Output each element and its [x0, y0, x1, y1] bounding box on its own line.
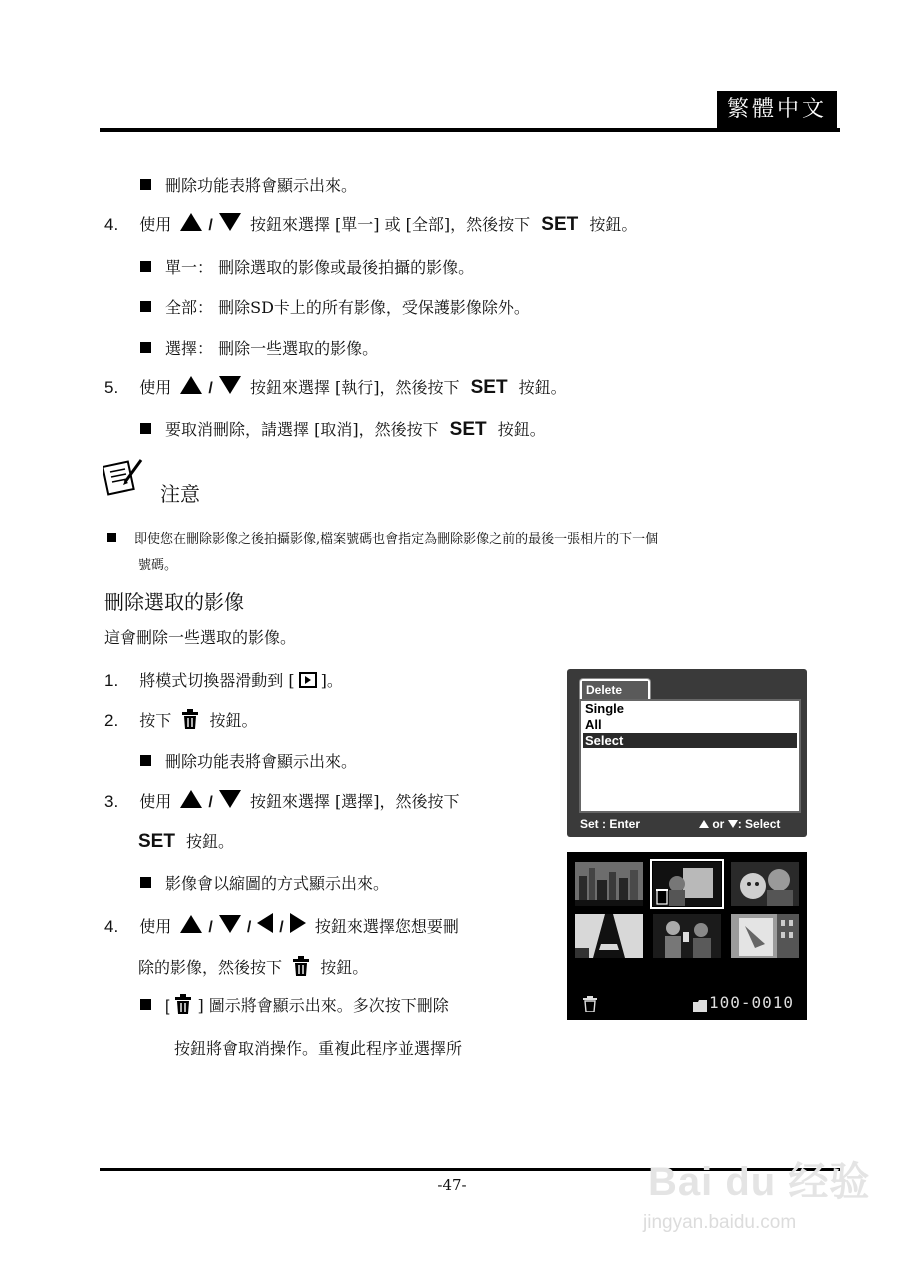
trash-icon	[583, 996, 597, 1012]
slash: /	[208, 217, 213, 234]
step-text: 使用	[139, 917, 172, 936]
up-arrow-icon	[699, 820, 709, 828]
section-intro: 這會刪除一些選取的影像。	[104, 628, 297, 647]
step-text: 除的影像，然後按下	[138, 958, 283, 977]
bullet-square	[107, 533, 116, 542]
note-bullet	[107, 529, 658, 551]
step-number: 1.	[104, 671, 119, 690]
step-number: 5.	[104, 378, 119, 397]
left-arrow-icon	[257, 913, 273, 933]
page-number: -47-	[437, 1176, 467, 1194]
up-arrow-icon	[180, 376, 202, 394]
bullet-square	[140, 179, 151, 190]
slash: /	[208, 380, 213, 397]
menu-footer-select	[699, 817, 780, 831]
section-step-2-bullet	[140, 750, 357, 774]
step-4	[104, 213, 637, 238]
section-step-4-bullet	[140, 994, 449, 1019]
slash: /	[208, 794, 213, 811]
option-label: 單一：	[165, 258, 214, 277]
section-step-4-cont	[138, 956, 368, 980]
menu-tab	[579, 678, 651, 699]
note-pad-icon	[103, 456, 145, 496]
step-text: 使用	[139, 792, 172, 811]
step-number: 3.	[104, 792, 119, 811]
down-arrow-icon	[219, 376, 241, 394]
thumbnail-party	[653, 914, 721, 958]
bullet-text: 按鈕。	[497, 420, 546, 439]
step-text: 使用	[139, 378, 172, 397]
step-text: 按鈕來選擇 [單一] 或 [全部]，然後按下	[249, 215, 531, 234]
note-text-cont: 號碼。	[138, 558, 178, 573]
slash: /	[279, 919, 284, 936]
up-arrow-icon	[180, 213, 202, 231]
bullet-square	[140, 342, 151, 353]
playback-mode-icon	[299, 672, 317, 688]
lcd-delete-menu	[567, 669, 807, 837]
note-text: 即使您在刪除影像之後拍攝影像,檔案號碼也會指定為刪除影像之前的最後一張相片的下一個	[134, 532, 659, 547]
step-text: 按鈕。	[186, 832, 235, 851]
menu-footer-enter: Set : Enter	[580, 817, 641, 831]
set-label: SET	[138, 831, 175, 852]
bullet-text: 要取消刪除，請選擇 [取消]，然後按下	[165, 420, 439, 439]
up-arrow-icon	[180, 790, 202, 808]
list-item-select	[140, 337, 378, 361]
section-step-2	[104, 709, 258, 733]
folder-icon	[693, 997, 707, 1009]
trash-icon	[182, 709, 198, 729]
bullet-square	[140, 877, 151, 888]
step-text: 按鈕來選擇您想要刪	[314, 917, 459, 936]
thumbnail-city	[575, 862, 643, 906]
bullet-text: 刪除功能表將會顯示出來。	[165, 752, 358, 771]
watermark-url: jingyan.baidu.com	[643, 1212, 797, 1233]
step-text: 按鈕。	[518, 378, 567, 397]
trash-icon	[293, 956, 309, 976]
right-arrow-icon	[290, 913, 306, 933]
bullet-text: 影像會以縮圖的方式顯示出來。	[165, 874, 390, 893]
down-arrow-icon	[219, 915, 241, 933]
thumbnail-eiffel	[575, 914, 643, 958]
step-text: 按鈕。	[320, 958, 369, 977]
folder-file-number: 100-0010	[709, 993, 795, 1012]
language-tab: 繁體中文	[717, 91, 837, 129]
down-arrow-icon	[219, 213, 241, 231]
section-step-1	[104, 669, 343, 693]
section-step-3	[104, 790, 460, 815]
set-label: SET	[541, 214, 579, 235]
option-text: 刪除SD卡上的所有影像，受保護影像除外。	[218, 298, 530, 317]
option-text: 刪除選取的影像或最後拍攝的影像。	[218, 258, 475, 277]
bracket: [	[165, 998, 170, 1015]
step-number: 4.	[104, 215, 119, 234]
step-text: 按鈕。	[589, 215, 638, 234]
set-label: SET	[449, 419, 487, 440]
step-text: 按鈕來選擇 [執行]，然後按下	[249, 378, 460, 397]
step-5	[104, 376, 567, 401]
section-step-3-bullet	[140, 872, 389, 896]
step-text: 按鈕。	[209, 711, 258, 730]
thumbnail-screen	[567, 852, 807, 1020]
bullet-square	[140, 261, 151, 272]
step-text: ]。	[320, 671, 343, 690]
section-step-4-bullet-cont: 按鈕將會取消操作。重複此程序並選擇所	[174, 1039, 463, 1058]
list-item-all	[140, 296, 530, 320]
bullet-square	[140, 755, 151, 766]
trash-icon	[175, 994, 191, 1014]
up-arrow-icon	[180, 915, 202, 933]
menu-panel	[579, 699, 801, 813]
footer-select-text: : Select	[737, 817, 781, 831]
section-step-4	[104, 913, 459, 940]
bullet-text: ] 圖示將會顯示出來。多次按下刪除	[197, 996, 449, 1015]
section-step-3-cont	[132, 830, 234, 854]
list-item	[140, 174, 357, 198]
down-arrow-icon	[728, 820, 738, 828]
header-rule	[100, 128, 840, 132]
thumbnail-building	[731, 914, 799, 958]
menu-tab-label: Delete	[582, 681, 648, 699]
step-text: 按鈕來選擇 [選擇]，然後按下	[249, 792, 460, 811]
set-label: SET	[470, 377, 508, 398]
option-label: 選擇：	[165, 339, 214, 358]
step-text: 按下	[139, 711, 172, 730]
slash: /	[208, 919, 213, 936]
option-text: 刪除一些選取的影像。	[218, 339, 379, 358]
option-label: 全部：	[165, 298, 214, 317]
thumbnail-selected	[653, 862, 721, 906]
bullet-square	[140, 301, 151, 312]
menu-item-all: All	[585, 717, 602, 732]
step-number: 2.	[104, 711, 119, 730]
step-text: 使用	[139, 215, 172, 234]
slash: /	[246, 919, 252, 936]
bullet-square	[140, 423, 151, 434]
footer-or: or	[712, 817, 725, 831]
menu-item-single: Single	[585, 701, 625, 716]
bullet-square	[140, 999, 151, 1010]
bullet-text: 刪除功能表將會顯示出來。	[165, 176, 358, 195]
note-title: 注意	[160, 482, 200, 506]
down-arrow-icon	[219, 790, 241, 808]
watermark-brand: Bai du 经验	[648, 1160, 871, 1204]
thumbnail-family	[731, 862, 799, 906]
list-item-cancel	[140, 418, 546, 442]
list-item-single	[140, 256, 474, 280]
section-title: 刪除選取的影像	[104, 590, 244, 614]
step-number: 4.	[104, 917, 119, 936]
menu-item-select: Select	[585, 733, 624, 748]
step-text: 將模式切換器滑動到 [	[139, 671, 295, 690]
